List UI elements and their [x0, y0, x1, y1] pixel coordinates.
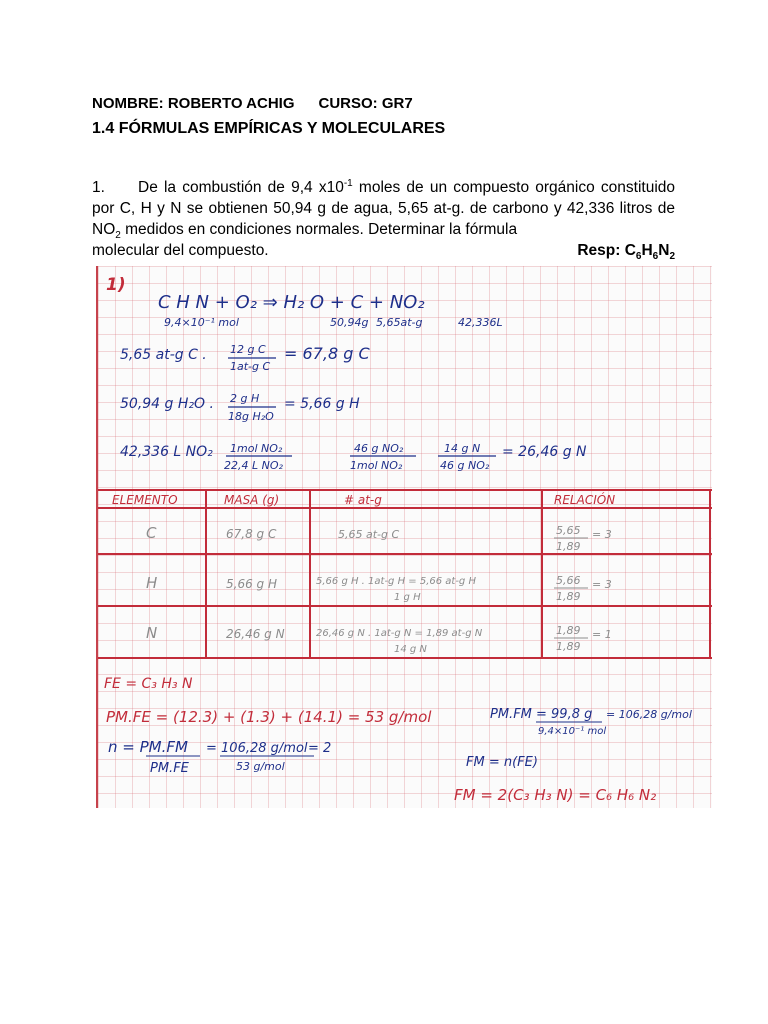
- hydrogen-frac-num: 2 g H: [230, 392, 260, 405]
- row-rel-val: = 1: [592, 628, 612, 641]
- solution-drawing: [98, 266, 712, 808]
- empirical-formula: FE = C₃ H₃ N: [104, 676, 193, 692]
- table-header-atg: # at-g: [344, 493, 382, 507]
- problem-text: medidos en condiciones normales. Determinar la fórmula: [120, 221, 518, 238]
- problem-text: molecular del compuesto.: [92, 242, 269, 259]
- hydrogen-frac-den: 18g H₂O: [228, 410, 274, 423]
- row-mass: 26,46 g N: [226, 627, 285, 641]
- hydrogen-result: = 5,66 g H: [284, 396, 360, 412]
- n-frac3-den: 46 g NO₂: [440, 459, 490, 472]
- row-rel-num: 5,66: [556, 574, 581, 587]
- row-mass: 5,66 g H: [226, 577, 277, 591]
- row-rel-num: 5,65: [556, 524, 581, 537]
- row-rel-den: 1,89: [556, 640, 581, 653]
- problem-last-line: [92, 240, 675, 261]
- n-frac2-num: 46 g NO₂: [354, 442, 404, 455]
- carbon-conversion: 5,65 at-g C .: [120, 347, 207, 363]
- row-rel-den: 1,89: [556, 590, 581, 603]
- course: CURSO: GR7: [318, 95, 413, 112]
- n-frac1-num: 1mol NO₂: [230, 442, 283, 455]
- fm-definition: FM = n(FE): [466, 755, 538, 770]
- pm-fm: PM.FM = 99,8 g: [490, 707, 593, 722]
- molecular-formula: FM = 2(C₃ H₃ N) = C₆ H₆ N₂: [454, 786, 657, 804]
- row-rel-den: 1,89: [556, 540, 581, 553]
- carbon-result: = 67,8 g C: [284, 344, 370, 363]
- reaction: C H N + O₂ ⇒ H₂ O + C + NO₂: [158, 292, 425, 313]
- reaction-no2: 42,336L: [458, 316, 503, 329]
- pm-fm-den: 9,4×10⁻¹ mol: [538, 726, 607, 737]
- n-frac2-den: 1mol NO₂: [350, 459, 403, 472]
- n-frac1-den: 22,4 L NO₂: [224, 459, 283, 472]
- row-mass: 67,8 g C: [226, 527, 277, 541]
- page-title: 1.4 FÓRMULAS EMPÍRICAS Y MOLECULARES: [92, 120, 446, 137]
- answer: Resp: $C_6H_6N_2$: [577, 242, 675, 263]
- problem-text: moles de un compuesto orgánico constituido por C, H y N se obtienen 50,94 g de agua, 5,65 at-g. de carbono y 42,336 litros de NO: [92, 179, 676, 238]
- row-element: N: [146, 624, 158, 642]
- reaction-moles: 9,4×10⁻¹ mol: [164, 316, 239, 329]
- row-element: H: [146, 574, 158, 592]
- n-eq: = 2: [308, 741, 332, 756]
- row-atg-den: 1 g H: [394, 592, 421, 603]
- student-name: NOMBRE: ROBERTO ACHIG: [92, 95, 295, 112]
- row-rel-val: = 3: [592, 528, 612, 541]
- hydrogen-conversion: 50,94 g H₂O .: [120, 396, 214, 412]
- carbon-frac-num: 12 g C: [230, 343, 266, 356]
- row-atg: 26,46 g N . 1at-g N = 1,89 at-g N: [316, 628, 483, 639]
- n-frac3-num: 14 g N: [444, 442, 481, 455]
- nitrogen-result: = 26,46 g N: [502, 444, 587, 460]
- reaction-carbon: 5,65at-g: [376, 316, 423, 329]
- problem-number: 1.: [92, 179, 105, 196]
- n-values: = 106,28 g/mol: [206, 741, 308, 756]
- n-den: PM.FE: [150, 761, 189, 776]
- problem-text: De la combustión de 9,4 x10: [138, 179, 344, 196]
- problem-statement: [92, 177, 675, 261]
- solution-label: 1): [106, 275, 126, 295]
- row-rel-val: = 3: [592, 578, 612, 591]
- nitrogen-conversion: 42,336 L NO₂: [120, 444, 213, 460]
- pm-fm-result: = 106,28 g/mol: [606, 708, 692, 721]
- row-atg: 5,65 at-g C: [338, 528, 400, 541]
- row-atg: 5,66 g H . 1at-g H = 5,66 at-g H: [316, 576, 476, 587]
- carbon-frac-den: 1at-g C: [230, 360, 271, 373]
- row-element: C: [146, 524, 157, 542]
- table-header-mass: MASA (g): [224, 493, 280, 507]
- table-header-relation: RELACIÓN: [554, 493, 616, 507]
- row-rel-num: 1,89: [556, 624, 581, 637]
- header-line: [92, 95, 413, 112]
- exponent: -1: [343, 177, 353, 189]
- row-atg-den: 14 g N: [394, 644, 427, 655]
- subscript: 2: [115, 230, 121, 242]
- n-label: n = PM.FM: [108, 738, 188, 756]
- table-header-element: ELEMENTO: [112, 493, 178, 507]
- pm-fe: PM.FE = (12.3) + (1.3) + (14.1) = 53 g/mol: [106, 708, 432, 726]
- handwritten-solution-sheet: [96, 266, 712, 808]
- n-values-den: 53 g/mol: [236, 760, 285, 773]
- reaction-water: 50,94g: [330, 316, 369, 329]
